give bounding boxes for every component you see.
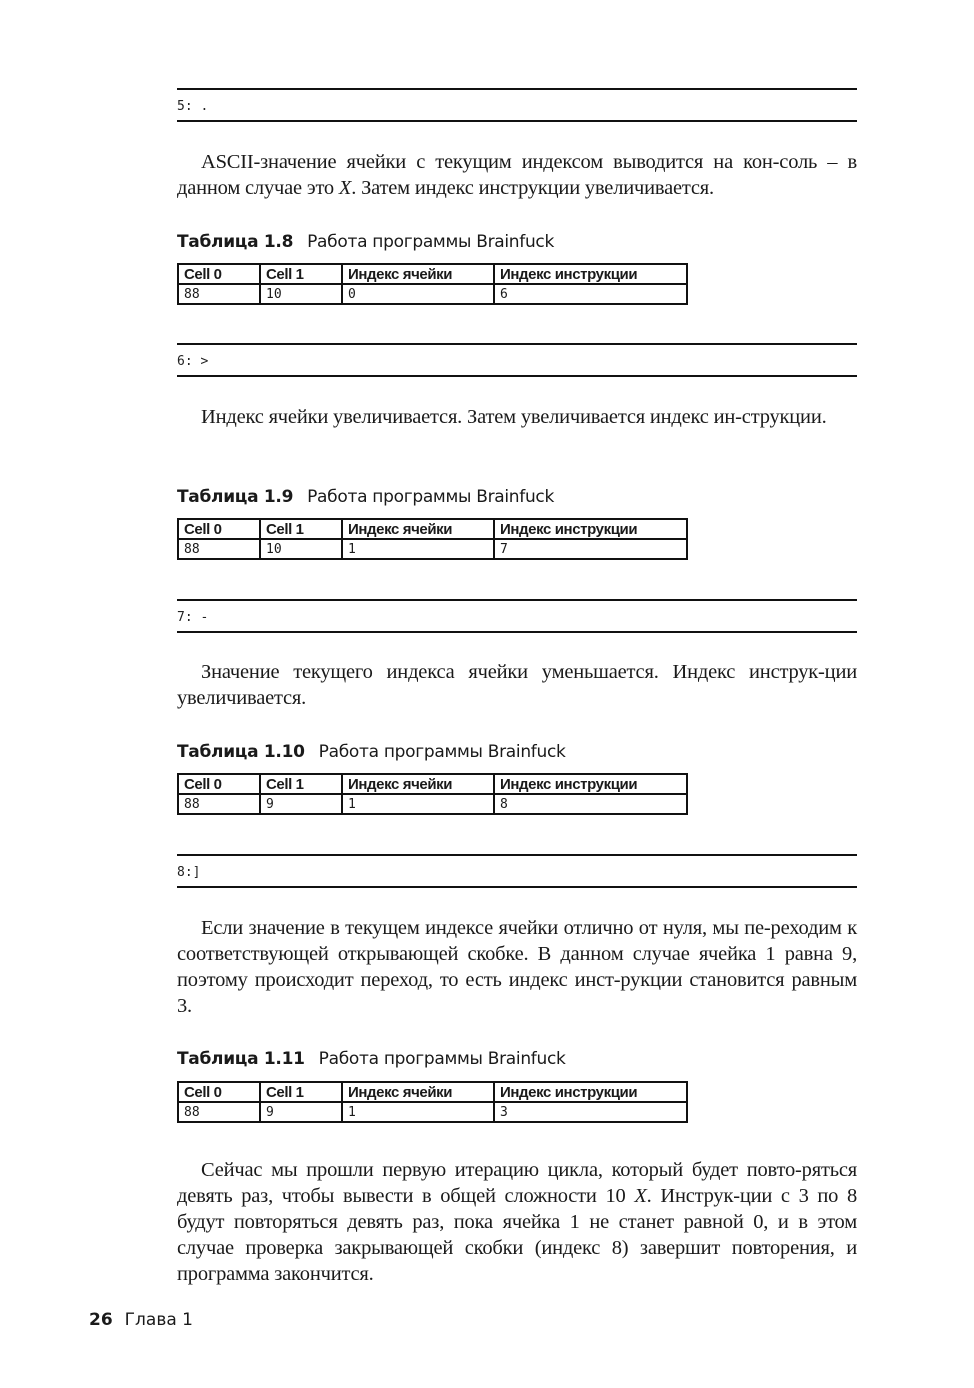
table-header-row xyxy=(178,264,687,284)
table-cell: 3 xyxy=(494,1102,687,1122)
table-caption xyxy=(177,1049,566,1069)
paragraph-italic: X xyxy=(338,177,352,199)
table-number: Таблица 1.8 xyxy=(177,232,294,252)
table-cell: 88 xyxy=(178,539,260,559)
table-header-row xyxy=(178,1082,687,1102)
paragraph-italic: X xyxy=(634,1185,647,1207)
table-caption xyxy=(177,742,566,762)
header-cell: Cell 1 xyxy=(260,264,342,284)
table-title: Работа программы Brainfuck xyxy=(307,232,555,252)
data-table xyxy=(177,263,688,305)
table-row xyxy=(178,1102,687,1122)
header-cell: Cell 1 xyxy=(260,774,342,794)
table-cell: 9 xyxy=(260,1102,342,1122)
code-line: 5: . xyxy=(177,99,209,114)
paragraph: Значение текущего индекса ячейки уменьшается. Индекс инструк-ции увеличивается. xyxy=(177,661,857,709)
table-cell: 1 xyxy=(342,794,494,814)
table-cell: 10 xyxy=(260,539,342,559)
table-cell: 88 xyxy=(178,794,260,814)
header-cell: Cell 0 xyxy=(178,519,260,539)
table-cell: 88 xyxy=(178,284,260,304)
paragraph: Индекс ячейки увеличивается. Затем увеличивается индекс ин-струкции. xyxy=(201,406,827,428)
data-table xyxy=(177,518,688,560)
paragraph-text: Сейчас мы прошли первую итерацию цикла, который будет повто-ряться девять раз, чтобы вывести в общей сложности 10 xyxy=(177,1159,857,1207)
table-caption xyxy=(177,232,554,252)
header-cell: Индекс ячейки xyxy=(342,774,494,794)
closing-paragraph xyxy=(177,1157,857,1287)
table-number: Таблица 1.10 xyxy=(177,742,305,762)
paragraph-text: . Затем индекс инструкции увеличивается. xyxy=(351,177,714,199)
code-listing xyxy=(177,88,857,122)
table-cell: 7 xyxy=(494,539,687,559)
header-cell: Индекс инструкции xyxy=(494,774,687,794)
code-listing xyxy=(177,854,857,888)
table-header-row xyxy=(178,774,687,794)
table-cell: 1 xyxy=(342,539,494,559)
paragraph-text: . Инструк-ции с 3 по 8 будут повторяться девять раз, пока ячейка 1 не станет равной 0, и в этом случае проверка закрывающей скобки (индекс 8) завершит повторения, и программа закончится. xyxy=(177,1185,858,1285)
header-cell: Индекс ячейки xyxy=(342,264,494,284)
header-cell: Cell 1 xyxy=(260,519,342,539)
code-listing xyxy=(177,343,857,377)
table-header-row xyxy=(178,519,687,539)
page-footer xyxy=(89,1310,193,1330)
table-number: Таблица 1.9 xyxy=(177,487,294,507)
chapter-label: Глава 1 xyxy=(124,1310,193,1330)
paragraph xyxy=(177,149,857,201)
header-cell: Индекс инструкции xyxy=(494,1082,687,1102)
table-cell: 10 xyxy=(260,284,342,304)
header-cell: Индекс ячейки xyxy=(342,519,494,539)
table-title: Работа программы Brainfuck xyxy=(307,487,555,507)
code-line: 8:] xyxy=(177,865,201,880)
table-caption xyxy=(177,487,554,507)
header-cell: Cell 1 xyxy=(260,1082,342,1102)
table-cell: 8 xyxy=(494,794,687,814)
data-table xyxy=(177,773,688,815)
code-line: 7: - xyxy=(177,610,209,625)
header-cell: Cell 0 xyxy=(178,774,260,794)
table-cell: 9 xyxy=(260,794,342,814)
table-cell: 1 xyxy=(342,1102,494,1122)
table-number: Таблица 1.11 xyxy=(177,1049,305,1069)
table-cell: 6 xyxy=(494,284,687,304)
header-cell: Индекс ячейки xyxy=(342,1082,494,1102)
table-row xyxy=(178,284,687,304)
header-cell: Cell 0 xyxy=(178,264,260,284)
data-table xyxy=(177,1081,688,1123)
table-cell: 0 xyxy=(342,284,494,304)
paragraph-text: ASCII-значение ячейки с текущим индексом выводится на кон-соль – в данном случае это xyxy=(177,151,857,199)
table-title: Работа программы Brainfuck xyxy=(318,742,566,762)
header-cell: Индекс инструкции xyxy=(494,264,687,284)
header-cell: Индекс инструкции xyxy=(494,519,687,539)
header-cell: Cell 0 xyxy=(178,1082,260,1102)
paragraph: Если значение в текущем индексе ячейки отлично от нуля, мы пе-реходим к соответствующей открывающей скобке. В данном случае ячейка 1 равна 9, поэтому происходит переход, то есть индекс инст-рукции становится равным 3. xyxy=(177,917,857,1017)
table-cell: 88 xyxy=(178,1102,260,1122)
code-listing xyxy=(177,599,857,633)
table-row xyxy=(178,794,687,814)
page-number: 26 xyxy=(89,1310,113,1330)
table-title: Работа программы Brainfuck xyxy=(318,1049,566,1069)
code-line: 6: > xyxy=(177,354,209,369)
table-row xyxy=(178,539,687,559)
